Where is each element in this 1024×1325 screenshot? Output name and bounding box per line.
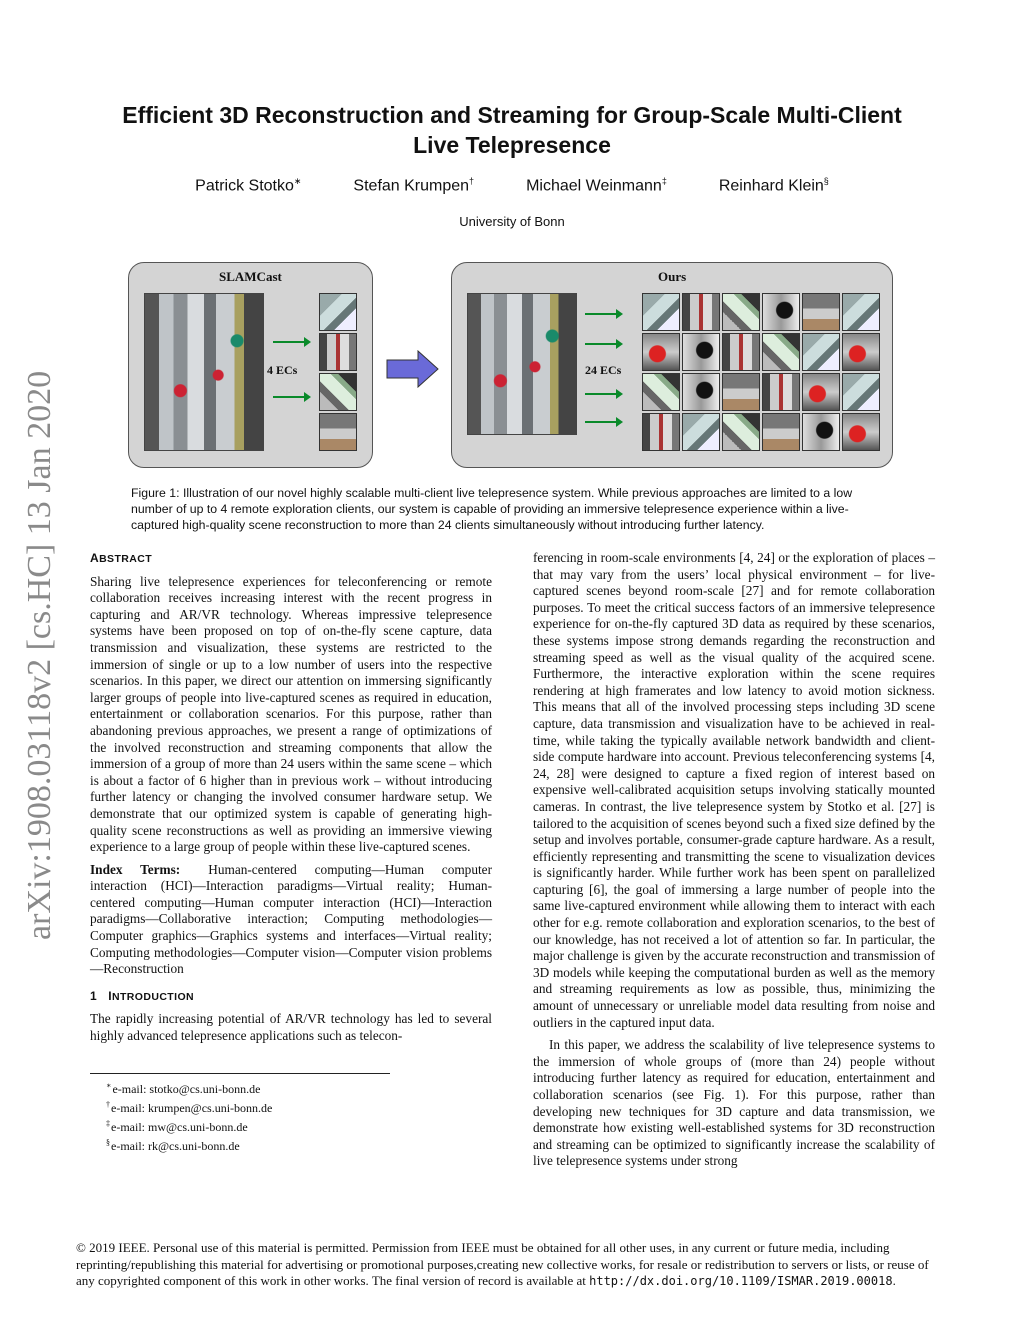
client-view-thumb [722, 413, 760, 451]
client-view-thumb [802, 293, 840, 331]
reconstruction-image [467, 293, 577, 435]
client-view-thumb [722, 373, 760, 411]
figure-panel-slamcast [128, 262, 373, 468]
client-view-thumb [642, 333, 680, 371]
author: Michael Weinmann‡ [526, 176, 667, 195]
panel-title-slamcast: SLAMCast [219, 269, 282, 284]
client-view-thumb [682, 293, 720, 331]
abstract-heading: ABSTRACT [90, 551, 153, 565]
paper-title [0, 100, 1024, 160]
panel-title-ours: Ours [658, 269, 687, 284]
author-list [0, 176, 1024, 195]
author: Patrick Stotko∗ [195, 176, 302, 195]
arrow-icon [585, 343, 621, 345]
ec-count-label: 4 ECs [267, 363, 298, 377]
left-column [90, 550, 492, 1045]
client-view-thumb [762, 333, 800, 371]
author: Stefan Krumpen† [353, 176, 475, 195]
client-view-thumb [802, 413, 840, 451]
client-view-thumb [842, 413, 880, 451]
title-line-1: Efficient 3D Reconstruction and Streaming for Group-Scale Multi-Client [122, 102, 902, 128]
client-view-thumb [762, 413, 800, 451]
figure-panel-ours [451, 262, 893, 468]
client-view-thumb [762, 373, 800, 411]
intro-paragraph-continued: ferencing in room-scale environments [4, 24] or the exploration of places – that may vary from the users’ local physical environment – for live-captured scenes beyond room-scale [27] and for remote collaboration purposes. To meet the critical success factors of an immersive telepresence experience for on-the-fly captured 3D data as required by these scenarios, these systems impose strong demands regarding the reconstruction and streaming speed as well as the visual quality of the acquired scene. Furthermore, the interactive exploration within the scene requires rendering at high framerates and low latency to avoid motion sickness. This means that all of the involved processing steps including 3D scene capture, data transmission and visualization have to be achieved in real-time, while taking the typically available network bandwidth and client-side compute hardware into account. Previous teleconferencing systems [4, 24, 28] were designed to capture a fixed region of interest based on expensive well-calibrated acquisition setups involving statically mounted cameras. In contrast, the live telepresence system by Stotko et al. [27] is tailored to the acquisition of scenes beyond such a fixed size defined by the setup and involves portable, consumer-grade capture hardware. As a result, efficiently representing and transmitting the scene to visualization devices is significantly harder. While further work has been spent on parallelized capturing [6], the goal of immersing a large number of people into the same live-captured environment while allowing them to interact with each other for e.g. remote collaboration and exploration scenarios, to the best of our knowledge, has not received a lot of attention so far. In particular, the major challenge is given by the accurate reconstruction and transmission of 3D models while keeping the computational burden as well as the memory and streaming requirements as low as possible, thus, minimizing the amount of unnecessary or unreliable model data resulting from noise and outliers in the captured input data. [533, 550, 935, 1030]
copyright-notice: © 2019 IEEE. Personal use of this material is permitted. Permission from IEEE must be obtained for all other uses, in any current or future media, including reprinting/republishing this material for advertising or promotional purposes,creating new collective works, for resale or redistribution to servers or lists, or reuse of any copyrighted component of this work in other works. The final version of record is available at http://dx.doi.org/10.1109/ISMAR.2019.00018. [76, 1240, 929, 1288]
figure-caption: Figure 1: Illustration of our novel highly scalable multi-client live telepresence system. While previous approaches are limited to a low number of up to 4 remote exploration clients, our system is capable of providing an immersive telepresence experience within a live-captured high-quality scene reconstruction to more than 24 clients simultaneously without introducing further latency. [131, 486, 853, 532]
index-terms-label: Index Terms: [90, 861, 181, 877]
client-view-thumb [802, 373, 840, 411]
client-view-thumb [722, 293, 760, 331]
intro-heading: 1 INTRODUCTION [90, 988, 194, 1003]
client-view-thumb [319, 413, 357, 451]
footnote: §e-mail: rk@cs.uni-bonn.de [106, 1138, 240, 1153]
arxiv-stamp: arXiv:1908.03118v2 [cs.HC] 13 Jan 2020 [21, 370, 58, 940]
abstract-text: Sharing live telepresence experiences for teleconferencing or remote collaboration receives increasing interest with the recent progress in capturing and AR/VR technology. Whereas impressive telepresence systems have been proposed on top of on-the-fly scene capture, data transmission and visualization, these systems are restricted to the immersion of single or up to a low number of users into the respective scenarios. In this paper, we direct our attention on immersing significantly larger groups of people into live-captured scenes as required in education, entertainment or collaboration scenarios. For this purpose, rather than abandoning previous approaches, we present a range of optimizations of the involved reconstruction and streaming components that allow the immersion of a group of more than 24 users within the same scene – which is about a factor of 6 higher than in previous work – without introducing further latency or changing the involved consumer hardware setup. We demonstrate that our optimized system is capable of generating high-quality scene reconstructions as well as providing an immersive viewing experience to a large group of people within these live-captured scenes. [90, 573, 492, 855]
title-line-2: Live Telepresence [413, 132, 611, 158]
arrow-icon [273, 396, 309, 398]
client-view-thumb [842, 293, 880, 331]
client-view-thumb [842, 373, 880, 411]
footnote-divider [90, 1073, 390, 1074]
client-view-thumb [642, 373, 680, 411]
arrow-icon [273, 341, 309, 343]
client-view-thumb [682, 333, 720, 371]
transition-arrow-icon [386, 350, 440, 388]
doi-link[interactable]: http://dx.doi.org/10.1109/ISMAR.2019.00018 [589, 1274, 893, 1288]
client-view-thumb [842, 333, 880, 371]
client-view-thumb [319, 373, 357, 411]
right-column [533, 550, 935, 1170]
footnotes [90, 1073, 390, 1154]
footnote: †e-mail: krumpen@cs.uni-bonn.de [106, 1100, 273, 1115]
author: Reinhard Klein§ [718, 176, 829, 195]
footnote: ∗e-mail: stotko@cs.uni-bonn.de [106, 1081, 261, 1096]
index-terms: Index Terms: Human-centered computing—Human computer interaction (HCI)—Interaction paradigms—Virtual reality; Human-centered computing—Human computer interaction (HCI)—Interaction paradigms—Collaborative interaction; Computing methodologies—Computer graphics—Graphics systems and interfaces—Virtual reality; Computing methodologies—Computer vision—Computer vision problems—Reconstruction [90, 861, 493, 977]
client-view-thumb [642, 413, 680, 451]
client-view-thumb [762, 293, 800, 331]
affiliation: University of Bonn [459, 214, 565, 229]
client-view-thumb [319, 333, 357, 371]
client-view-thumb [682, 373, 720, 411]
client-view-thumb [722, 333, 760, 371]
intro-paragraph-2: In this paper, we address the scalability of live telepresence systems to the immersion of whole groups of (more than 24) people without introducing further latency as required for education, entertainment and collaboration scenarios (see Fig. 1). For this purpose, rather than developing new techniques for 3D capture and data transmission, we demonstrate how existing well-established systems for 3D reconstruction and streaming can be optimized to significantly increase the scalability of live telepresence systems under strong [533, 1037, 935, 1169]
intro-paragraph-start: The rapidly increasing potential of AR/VR technology has led to several highly advanced telepresence applications such as telecon- [90, 1011, 492, 1044]
arrow-icon [585, 421, 621, 423]
arrow-icon [585, 393, 621, 395]
footnote: ‡e-mail: mw@cs.uni-bonn.de [106, 1119, 248, 1134]
client-view-thumb [682, 413, 720, 451]
client-view-thumb [802, 333, 840, 371]
ec-count-label: 24 ECs [585, 363, 622, 377]
arrow-icon [585, 313, 621, 315]
reconstruction-image [144, 293, 264, 451]
client-view-thumb [642, 293, 680, 331]
client-view-thumb [319, 293, 357, 331]
